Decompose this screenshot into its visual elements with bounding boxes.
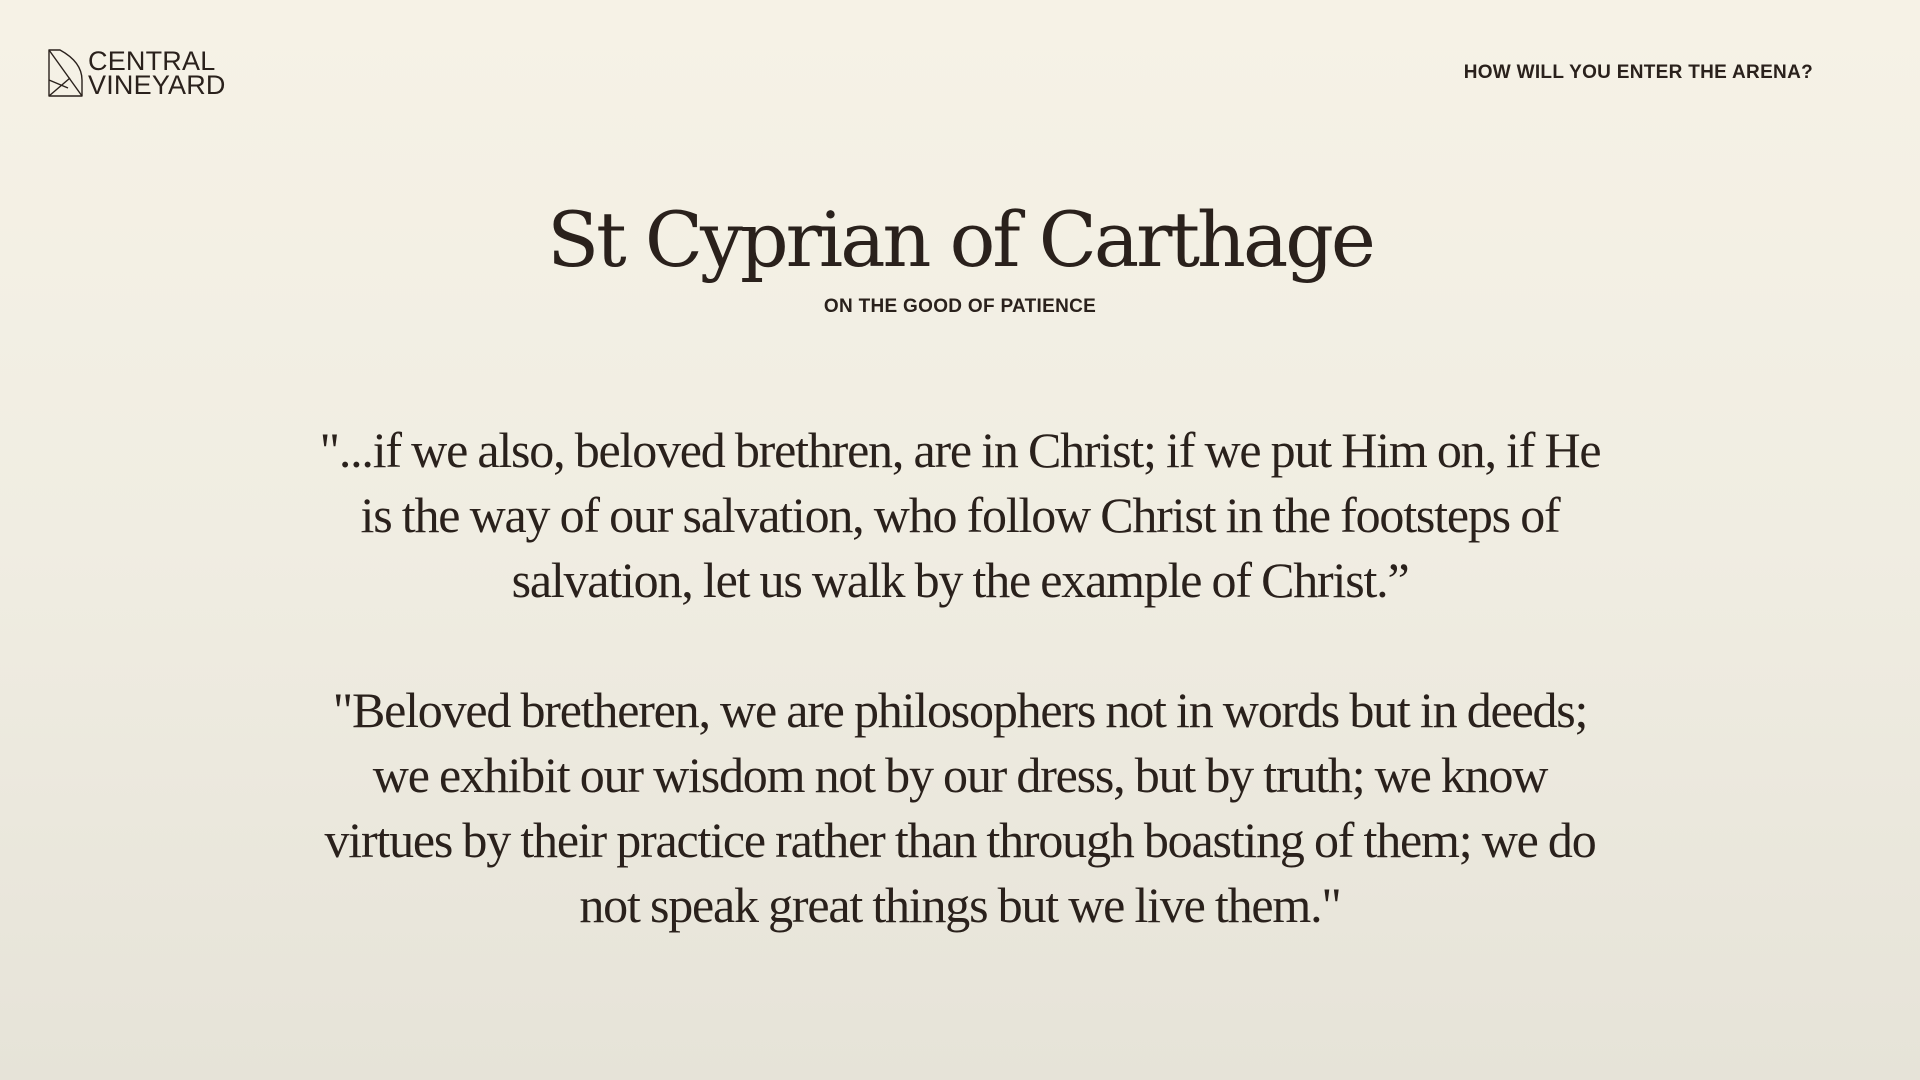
- site-header: [0, 0, 1920, 150]
- quote-2: "Beloved bretheren, we are philosophers not in words but in deeds; we exhibit our wisdom not by our dress, but by truth; we know virtues by their practice rather than through boasting of them; we do not speak great things but we live them.": [324, 682, 1596, 933]
- quote-1: "...if we also, beloved brethren, are in Christ; if we put Him on, if He is the way of our salvation, who follow Christ in the footsteps of salvation, let us walk by the example of Christ.”: [319, 422, 1601, 608]
- page-subtitle: ON THE GOOD OF PATIENCE: [823, 296, 1097, 317]
- site-logo[interactable]: [48, 48, 226, 98]
- logo-wordmark: [88, 46, 226, 100]
- logo-line-1: CENTRAL: [88, 46, 216, 76]
- logo-line-2: VINEYARD: [88, 70, 226, 100]
- quotes-section: [310, 418, 1610, 938]
- hero: [0, 190, 1920, 318]
- page-title: St Cyprian of Carthage: [547, 195, 1373, 284]
- vineyard-logo-icon: [48, 48, 84, 98]
- enter-arena-link[interactable]: HOW WILL YOU ENTER THE ARENA?: [1463, 62, 1813, 83]
